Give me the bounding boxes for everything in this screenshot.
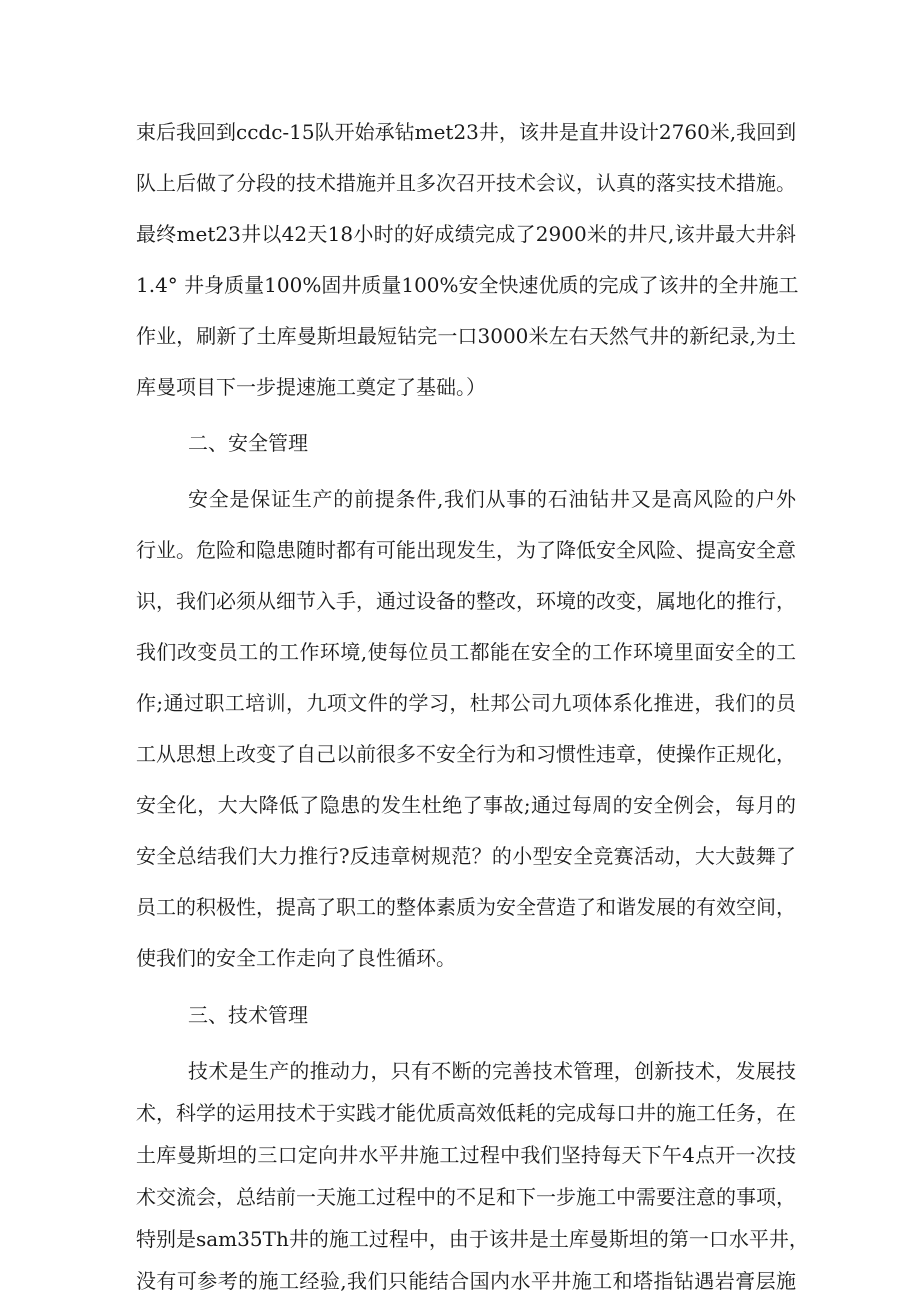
section-2-line-1: 安全是保证生产的前提条件,我们从事的石油钻井又是高风险的户外 (188, 487, 796, 511)
paragraph-1-line-6: 库曼项目下一步提速施工奠定了基础。） (136, 375, 486, 399)
paragraph-1-line-1: 束后我回到ccdc-15队开始承钻met23井，该井是直井设计2760米,我回到 (136, 120, 797, 144)
section-3-line-4: 术交流会，总结前一天施工过程中的不足和下一步施工中需要注意的事项， (136, 1185, 796, 1209)
section-2-line-4: 我们改变员工的工作环境,使每位员工都能在安全的工作环境里面安全的工 (136, 640, 796, 664)
section-3-line-2: 术，科学的运用技术于实践才能优质高效低耗的完成每口井的施工任务，在 (136, 1101, 796, 1125)
section-3-line-5: 特别是sam35Th井的施工过程中，由于该井是土库曼斯坦的第一口水平井， (136, 1227, 809, 1251)
section-3-line-3: 土库曼斯坦的三口定向井水平井施工过程中我们坚持每天下午4点开一次技 (136, 1143, 796, 1167)
paragraph-1-line-5: 作业，刷新了土库曼斯坦最短钻完一口3000米左右天然气井的新纪录,为土 (136, 324, 796, 348)
section-2-heading: 二、安全管理 (188, 431, 308, 455)
section-3-line-1: 技术是生产的推动力，只有不断的完善技术管理，创新技术，发展技 (188, 1059, 796, 1083)
section-2-line-6: 工从思想上改变了自己以前很多不安全行为和习惯性违章，使操作正规化， (136, 742, 796, 766)
section-3-heading: 三、技术管理 (188, 1003, 308, 1027)
section-2-line-2: 行业。危险和隐患随时都有可能出现发生，为了降低安全风险、提高安全意 (136, 538, 796, 562)
section-3-line-6: 没有可参考的施工经验,我们只能结合国内水平井施工和塔指钻遇岩膏层施 (136, 1269, 796, 1293)
section-2-line-3: 识，我们必须从细节入手，通过设备的整改，环境的改变，属地化的推行， (136, 589, 796, 613)
paragraph-1-line-2: 队上后做了分段的技术措施并且多次召开技术会议，认真的落实技术措施。 (136, 171, 796, 195)
section-2-line-10: 使我们的安全工作走向了良性循环。 (136, 946, 456, 970)
section-2-line-5: 作;通过职工培训，九项文件的学习，杜邦公司九项体系化推进，我们的员 (136, 691, 796, 715)
section-2-line-9: 员工的积极性，提高了职工的整体素质为安全营造了和谐发展的有效空间， (136, 895, 796, 919)
section-2-line-8: 安全总结我们大力推行?反违章树规范？的小型安全竞赛活动，大大鼓舞了 (136, 844, 796, 868)
paragraph-1-line-4: 1.4° 井身质量100%固井质量100%安全快速优质的完成了该井的全井施工 (136, 273, 799, 297)
section-2-line-7: 安全化，大大降低了隐患的发生杜绝了事故;通过每周的安全例会，每月的 (136, 793, 796, 817)
paragraph-1-line-3: 最终met23井以42天18小时的好成绩完成了2900米的井尺,该井最大井斜 (136, 222, 796, 246)
